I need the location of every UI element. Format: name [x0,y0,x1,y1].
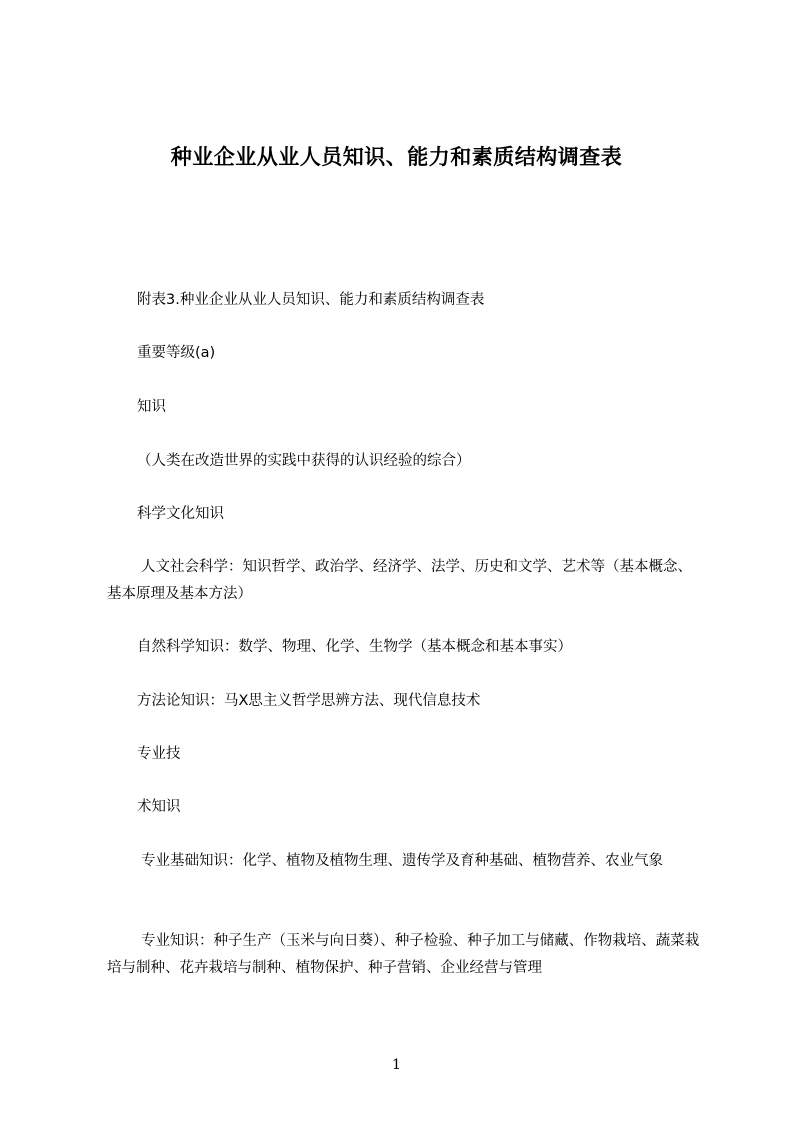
paragraph-humanities: 人文社会科学：知识哲学、政治学、经济学、法学、历史和文学、艺术等（基本概念、基本原理及基本方法） [107,559,692,602]
paragraph-knowledge-heading: 知识 [137,399,166,415]
paragraph-methodology: 方法论知识：马X思主义哲学思辨方法、现代信息技术 [137,693,481,709]
document-title: 种业企业从业人员知识、能力和素质结构调查表 [170,145,623,169]
paragraph-professional-basics: 专业基础知识：化学、植物及植物生理、遗传学及育种基础、植物营养、农业气象 [141,853,663,869]
paragraph-appendix-caption: 附表3.种业企业从业人员知识、能力和素质结构调查表 [137,292,485,308]
paragraph-importance-level: 重要等级(a) [137,345,216,361]
page-number: 1 [392,1057,401,1073]
paragraph-knowledge-definition: （人类在改造世界的实践中获得的认识经验的综合） [137,453,471,469]
paragraph-professional-heading-part2: 术知识 [137,799,181,815]
paragraph-natural-science: 自然科学知识：数学、物理、化学、生物学（基本概念和基本事实） [137,639,572,655]
paragraph-professional-knowledge: 专业知识：种子生产（玉米与向日葵）、种子检验、种子加工与储藏、作物栽培、蔬菜栽培与制种、花卉栽培与制种、植物保护、种子营销、企业经营与管理 [107,933,700,976]
paragraph-professional-heading-part1: 专业技 [137,746,181,762]
paragraph-science-culture-heading: 科学文化知识 [137,506,224,522]
